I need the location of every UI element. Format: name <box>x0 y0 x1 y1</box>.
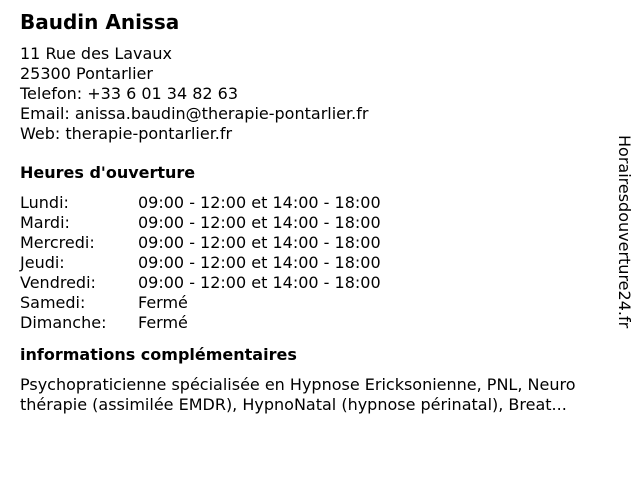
hours-row-sunday <box>20 313 610 333</box>
day-label: Mardi: <box>20 213 70 232</box>
day-label: Samedi: <box>20 293 86 312</box>
hours-row-thursday <box>20 253 610 273</box>
day-label: Mercredi: <box>20 233 95 252</box>
hours-title: Heures d'ouverture <box>20 163 196 182</box>
hours-row-tuesday <box>20 213 610 233</box>
day-hours: 09:00 - 12:00 et 14:00 - 18:00 <box>138 193 381 212</box>
address-city: 25300 Pontarlier <box>20 64 153 83</box>
business-card <box>20 0 610 415</box>
email-line: Email: anissa.baudin@therapie-pontarlier.fr <box>20 104 369 123</box>
day-label: Lundi: <box>20 193 69 212</box>
business-name: Baudin Anissa <box>20 10 180 34</box>
hours-row-monday <box>20 193 610 213</box>
hours-row-friday <box>20 273 610 293</box>
day-label: Jeudi: <box>20 253 65 272</box>
day-label: Vendredi: <box>20 273 96 292</box>
day-hours: Fermé <box>138 293 188 312</box>
day-hours: 09:00 - 12:00 et 14:00 - 18:00 <box>138 253 381 272</box>
info-title: informations complémentaires <box>20 345 297 364</box>
address-street: 11 Rue des Lavaux <box>20 44 172 63</box>
day-hours: 09:00 - 12:00 et 14:00 - 18:00 <box>138 273 381 292</box>
day-hours: Fermé <box>138 313 188 332</box>
info-description: Psychopraticienne spécialisée en Hypnose Ericksonienne, PNL, Neuro thérapie (assimilée EMDR), HypnoNatal (hypnose périnatal), Breat... <box>20 375 576 414</box>
hours-row-wednesday <box>20 233 610 253</box>
phone-line: Telefon: +33 6 01 34 82 63 <box>20 84 239 103</box>
day-label: Dimanche: <box>20 313 107 332</box>
day-hours: 09:00 - 12:00 et 14:00 - 18:00 <box>138 213 381 232</box>
day-hours: 09:00 - 12:00 et 14:00 - 18:00 <box>138 233 381 252</box>
hours-row-saturday <box>20 293 610 313</box>
brand-watermark: Horairesdouverture24.fr <box>615 135 634 329</box>
web-line: Web: therapie-pontarlier.fr <box>20 124 233 143</box>
